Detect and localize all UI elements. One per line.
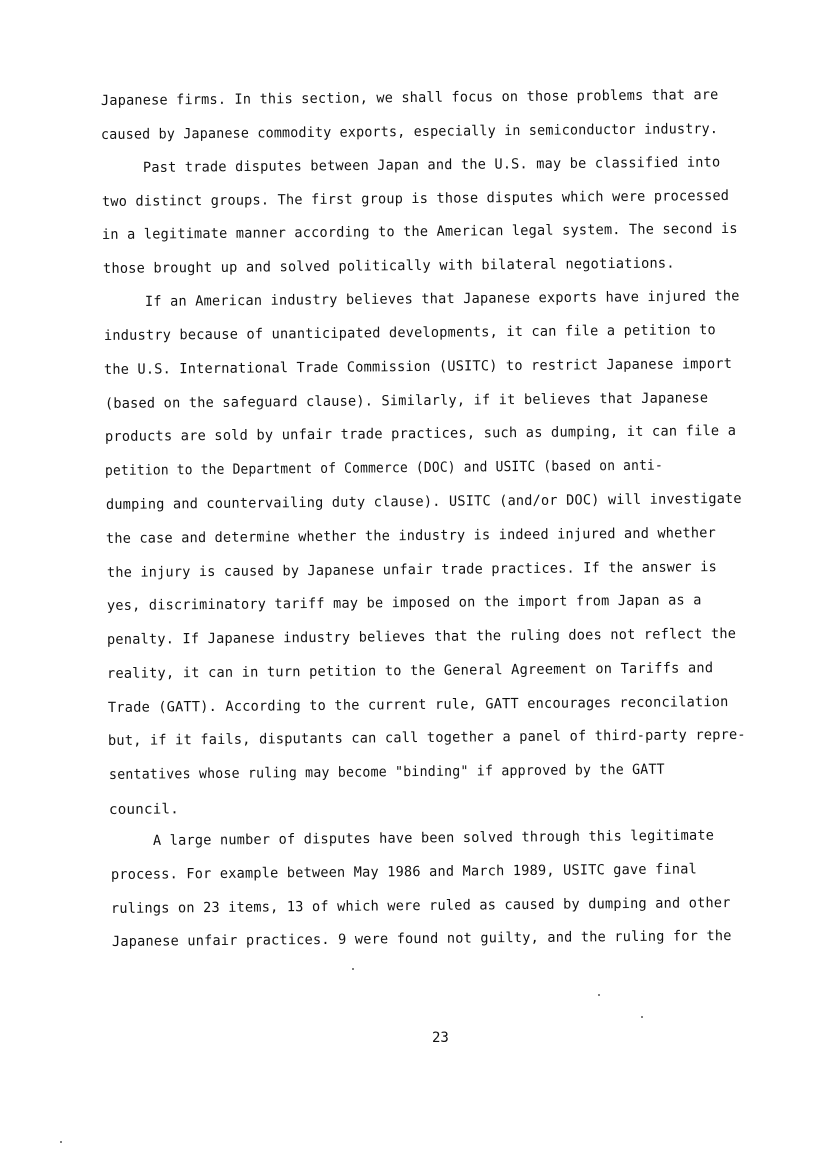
text-line: in a legitimate manner according to the American legal system. The second is — [101, 220, 738, 243]
text-line: Past trade disputes between Japan and the U.S. may be classified into — [142, 154, 721, 176]
text-line: products are sold by unfair trade practices, such as dumping, it can file a — [104, 422, 737, 445]
text-line: rulings on 23 items, 13 of which were ruled as caused by dumping and other — [110, 895, 731, 917]
text-line: reality, it can in turn petition to the General Agreement on Tariffs and — [106, 660, 714, 682]
text-line: industry because of unanticipated developments, it can file a petition to — [103, 322, 716, 344]
text-line: Japanese firms. In this section, we shall focus on those problems that are — [100, 87, 719, 109]
text-line: the U.S. International Trade Commission (USITC) to restrict Japanese import — [103, 355, 733, 378]
text-line: petition to the Department of Commerce (DOC) and USITC (based on anti- — [104, 457, 664, 479]
text-line: Trade (GATT). According to the current rule, GATT encourages reconcilation — [107, 694, 729, 716]
text-line: council. — [108, 801, 180, 818]
text-line: the case and determine whether the industry is indeed injured and whether — [105, 525, 716, 547]
text-line: yes, discriminatory tariff may be imposed on the import from Japan as a — [106, 592, 702, 614]
text-line: If an American industry believes that Japanese exports have injured the — [144, 288, 740, 310]
scan-speck — [598, 994, 600, 996]
text-line: process. For example between May 1986 and March 1989, USITC gave final — [110, 861, 698, 883]
text-line: the injury is caused by Japanese unfair trade practices. If the answer is — [106, 559, 717, 581]
text-line: caused by Japanese commodity exports, especially in semiconductor industry. — [100, 121, 719, 143]
text-line: penalty. If Japanese industry believes that the ruling does not reflect the — [106, 625, 737, 648]
text-line: sentatives whose ruling may become "binding" if approved by the GATT — [108, 761, 665, 783]
text-line: Japanese unfair practices. 9 were found not guilty, and the ruling for the — [111, 928, 732, 950]
scan-speck — [60, 1141, 62, 1143]
scan-speck — [641, 1016, 643, 1018]
text-line: A large number of disputes have been solved through this legitimate — [152, 827, 715, 849]
text-line: those brought up and solved politically with bilateral negotiations. — [102, 255, 675, 277]
text-line: dumping and countervailing duty clause). USITC (and/or DOC) will investigate — [105, 490, 742, 513]
page-number: 23 — [432, 1030, 449, 1046]
text-line: two distinct groups. The first group is those disputes which were processed — [101, 187, 730, 210]
text-line: but, if it fails, disputants can call together a panel of third-party repre- — [107, 726, 746, 749]
text-line: (based on the safeguard clause). Similarly, if it believes that Japanese — [104, 390, 709, 412]
scan-speck — [352, 968, 354, 970]
